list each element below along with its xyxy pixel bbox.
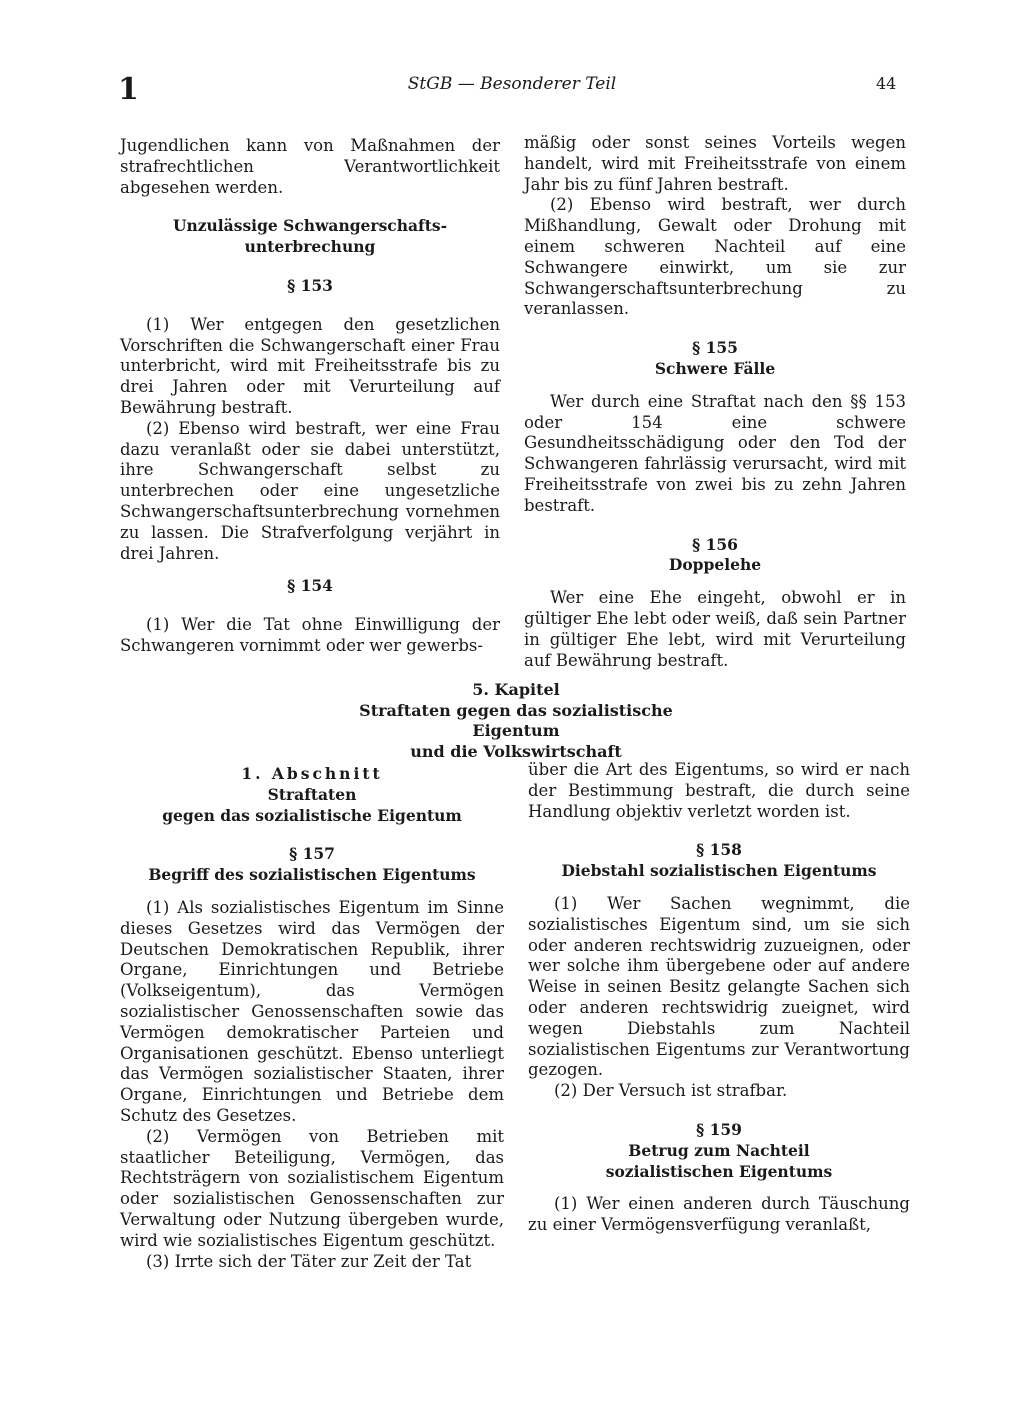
paragraph-156-title: Doppelehe xyxy=(668,555,762,575)
paragraph-153-clause-2: (2) Ebenso wird bestraft, wer eine Frau dazu veranlaßt oder sie dabei unterstützt, ihre Schwangerschaft selbst zu unterbrechen oder eine ungesetzliche Schwangerschaftsunterbrechung vornehmen zu lassen. Die Strafverfolgung verjährt in drei Jahren. xyxy=(120,418,500,563)
paragraph-number-155: § 155 xyxy=(692,338,738,358)
paragraph-154-clause-1: (1) Wer die Tat ohne Einwilligung der Schwangeren vornimmt oder wer gewerbs- xyxy=(120,615,500,655)
paragraph-159-title-line: sozialistischen Eigentums xyxy=(605,1161,833,1181)
section-title-line: unterbrechung xyxy=(244,237,376,257)
paragraph-158-title: Diebstahl sozialistischen Eigentums xyxy=(561,861,877,881)
paragraph-157-clause-3: (3) Irrte sich der Täter zur Zeit der Tat xyxy=(146,1251,472,1271)
paragraph-number-159: § 159 xyxy=(696,1119,742,1139)
paragraph-158-clause-1: (1) Wer Sachen wegnimmt, die sozialistisches Eigentum sind, um sie sich oder anderen rechtswidrig zuzueignen, oder wer solche ihm übergebene oder auf andere Weise in seinen Besitz gelangte Sachen sich oder anderen rechtswidrig zueignet, wird wegen Diebstahls zum Nachteil sozialistischen Eigentums zur Verantwortung gezogen. xyxy=(528,893,910,1080)
chapter-heading xyxy=(320,680,712,762)
page-marker: 1 xyxy=(118,72,139,107)
section-title-line: Straftaten xyxy=(267,784,357,804)
continued-paragraph: mäßig oder sonst seines Vorteils wegen handelt, wird mit Freiheitsstrafe von einem Jahr bis zu fünf Jahren bestraft. xyxy=(524,133,906,194)
paragraph-155-text: Wer durch eine Straftat nach den §§ 153 oder 154 eine schwere Gesundheitsschädigung oder den Tod der Schwangeren fahrlässig verursacht, wird mit Freiheitsstrafe von zwei bis zu zehn Jahren bestraft. xyxy=(524,391,906,515)
paragraph-156-text: Wer eine Ehe eingeht, obwohl er in gültiger Ehe lebt oder weiß, daß sein Partner in gültiger Ehe lebt, wird mit Verurteilung auf Bewährung bestraft. xyxy=(524,588,906,670)
paragraph-157-title: Begriff des sozialistischen Eigentums xyxy=(148,865,476,885)
section-title-line: Unzulässige Schwangerschafts- xyxy=(172,216,448,236)
paragraph-number-158: § 158 xyxy=(696,840,742,860)
paragraph-153-clause-1: (1) Wer entgegen den gesetzlichen Vorschriften die Schwangerschaft einer Frau unterbricht, wird mit Freiheitsstrafe bis zu drei Jahren oder mit Verurteilung auf Bewährung bestraft. xyxy=(120,314,500,417)
chapter-title-line: und die Volkswirtschaft xyxy=(410,741,622,761)
continued-paragraph: über die Art des Eigentums, so wird er nach der Bestimmung bestraft, die durch seine Handlung objektiv verletzt worden ist. xyxy=(528,760,910,821)
top-right-column xyxy=(524,133,906,671)
chapter-title-line: Straftaten gegen das sozialistische Eigentum xyxy=(359,700,673,740)
paragraph-157-clause-2: (2) Vermögen von Betrieben mit staatlicher Beteiligung, Vermögen, das Rechtsträgern von sozialistischem Eigentum oder sozialistischen Genossenschaften zur Verwaltung oder Nutzung übergeben wurde, wird wie sozialistisches Eigentum geschützt. xyxy=(120,1126,504,1250)
bottom-right-column xyxy=(528,760,910,1236)
paragraph-159-title-line: Betrug zum Nachteil xyxy=(628,1140,810,1160)
section-label: 1. Abschnitt xyxy=(241,764,383,783)
paragraph-number-157: § 157 xyxy=(289,844,335,864)
running-title: StGB — Besonderer Teil xyxy=(407,74,617,94)
chapter-number: 5. Kapitel xyxy=(472,680,560,699)
paragraph-159-clause-1: (1) Wer einen anderen durch Täuschung zu einer Vermögensverfügung veranlaßt, xyxy=(528,1194,910,1235)
section-title-line: gegen das sozialistische Eigentum xyxy=(162,805,462,825)
paragraph-158-clause-2: (2) Der Versuch ist strafbar. xyxy=(554,1081,788,1101)
top-left-column xyxy=(120,136,500,657)
paragraph-number-154: § 154 xyxy=(287,576,333,596)
page-number: 44 xyxy=(876,74,897,93)
paragraph-155-title: Schwere Fälle xyxy=(654,358,776,378)
paragraph-157-clause-1: (1) Als sozialistisches Eigentum im Sinne dieses Gesetzes wird das Vermögen der Deutschen Demokratischen Republik, ihrer Organe, Einrichtungen und Betriebe (Volkseigentum), das Vermögen sozialistischer Genossenschaften sowie das Vermögen demokratischer Parteien und Organisationen geschützt. Ebenso unterliegt das Vermögen sozialistischer Staaten, ihrer Organe, Einrichtungen und Betriebe dem Schutz des Gesetzes. xyxy=(120,897,504,1125)
paragraph-number-153: § 153 xyxy=(287,275,333,295)
continued-paragraph: Jugendlichen kann von Maßnahmen der strafrechtlichen Verantwortlichkeit abgesehen werden. xyxy=(120,136,500,197)
paragraph-number-156: § 156 xyxy=(692,534,738,554)
paragraph-154-clause-2: (2) Ebenso wird bestraft, wer durch Mißhandlung, Gewalt oder Drohung mit einem schweren Nachteil auf eine Schwangere einwirkt, um sie zur Schwangerschaftsunterbrechung zu veranlassen. xyxy=(524,195,906,319)
bottom-left-column xyxy=(120,764,504,1272)
